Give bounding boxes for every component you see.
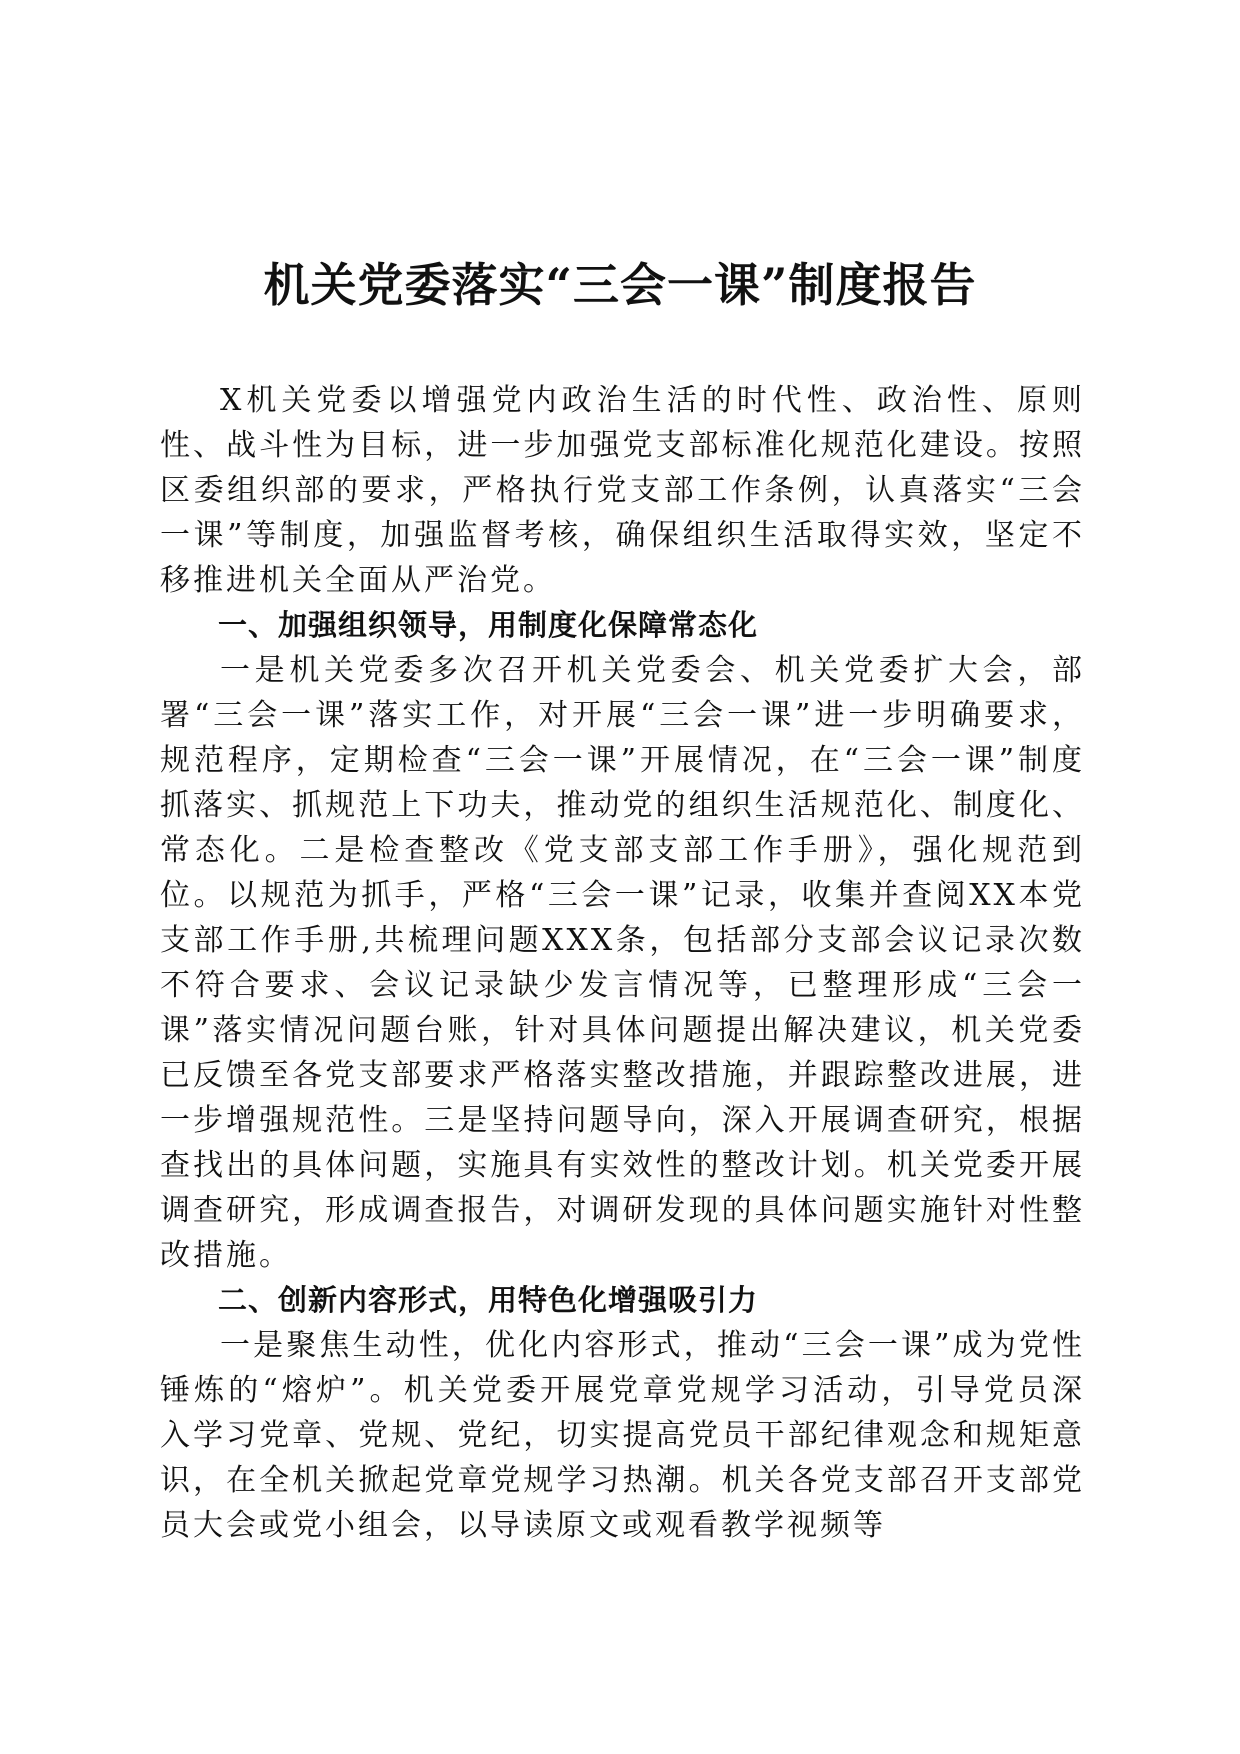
document-title: 机关党委落实“三会一课”制度报告: [263, 258, 977, 312]
section-paragraph-1: 一是机关党委多次召开机关党委会、机关党委扩大会，部署“三会一课”落实工作，对开展“三会一课”进一步明确要求，规范程序，定期检查“三会一课”开展情况，在“三会一课”制度抓落实、抓规范上下功夫，推动党的组织生活规范化、制度化、常态化。二是检查整改《党支部支部工作手册》，强化规范到位。以规范为抓手，严格“三会一课”记录，收集并查阅XX本党支部工作手册,共梳理问题XXX条，包括部分支部会议记录次数不符合要求、会议记录缺少发言情况等，已整理形成“三会一课”落实情况问题台账，针对具体问题提出解决建议，机关党委已反馈至各党支部要求严格落实整改措施，并跟踪整改进展，进一步增强规范性。三是坚持问题导向，深入开展调查研究，根据查找出的具体问题，实施具有实效性的整改计划。机关党委开展调查研究，形成调查报告，对调研发现的具体问题实施针对性整改措施。: [160, 653, 1085, 1273]
document-body: [160, 378, 1085, 1548]
section-heading-1: 一、加强组织领导，用制度化保障常态化: [218, 608, 759, 642]
section-heading-2: 二、创新内容形式，用特色化增强吸引力: [218, 1283, 759, 1317]
section-paragraph-2: 一是聚焦生动性，优化内容形式，推动“三会一课”成为党性锤炼的“熔炉”。机关党委开展党章党规学习活动，引导党员深入学习党章、党规、党纪，切实提高党员干部纪律观念和规矩意识，在全机关掀起党章党规学习热潮。机关各党支部召开支部党员大会或党小组会，以导读原文或观看教学视频等: [160, 1328, 1085, 1543]
intro-paragraph: X机关党委以增强党内政治生活的时代性、政治性、原则性、战斗性为目标，进一步加强党支部标准化规范化建设。按照区委组织部的要求，严格执行党支部工作条例，认真落实“三会一课”等制度，加强监督考核，确保组织生活取得实效，坚定不移推进机关全面从严治党。: [160, 383, 1085, 598]
